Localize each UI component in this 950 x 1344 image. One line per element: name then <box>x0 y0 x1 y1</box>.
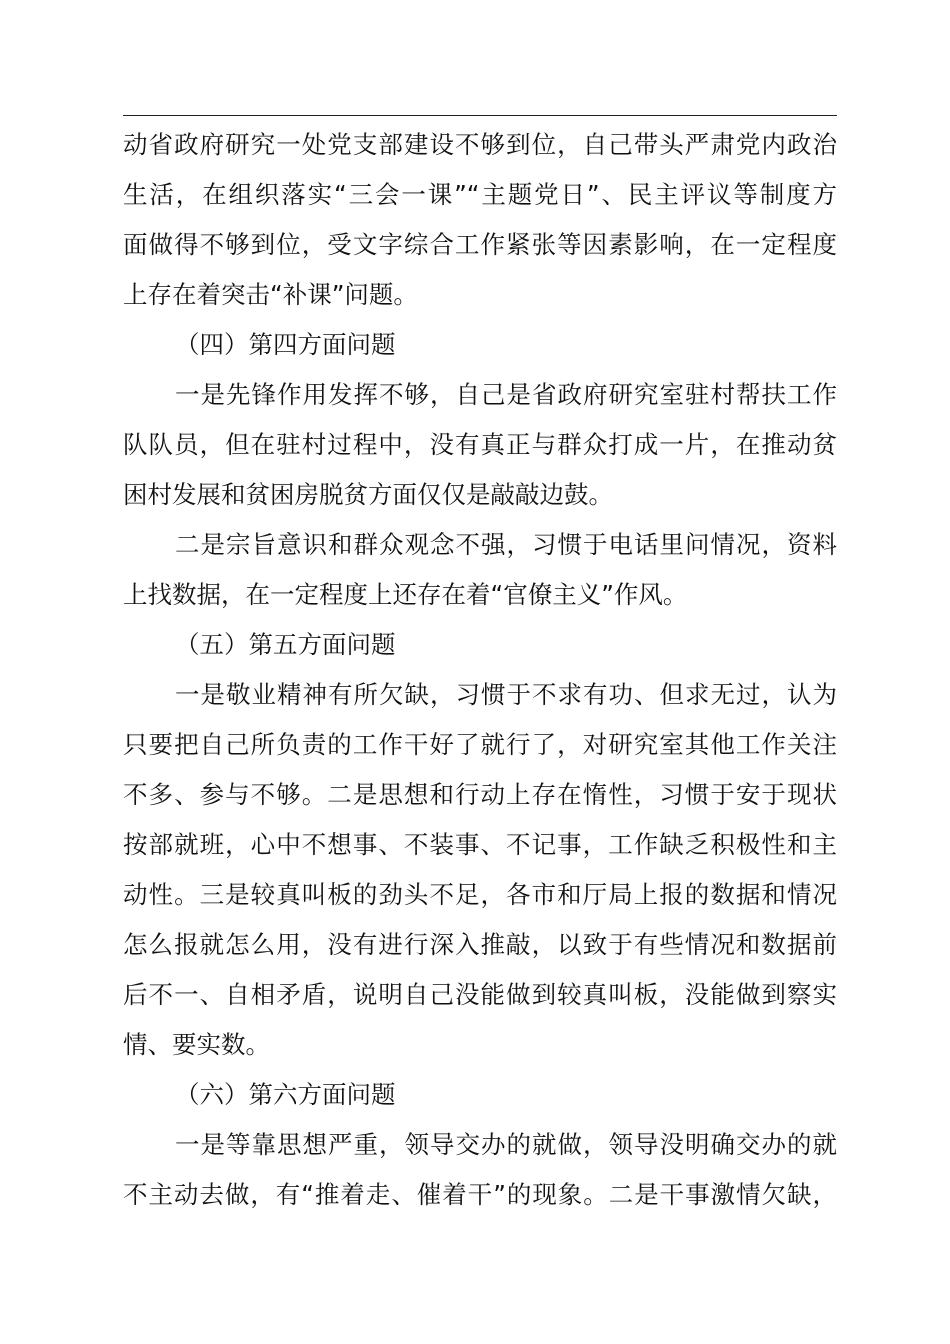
header-rule <box>123 115 837 116</box>
paragraph-line: 上存在着突击“补课”问题。 <box>123 280 418 309</box>
paragraph-line: 一是先锋作用发挥不够，自己是省政府研究室驻村帮扶工作 <box>175 380 837 409</box>
paragraph-line: 动省政府研究一处党支部建设不够到位，自己带头严肃党内政治 <box>123 130 837 159</box>
paragraph-line: 动性。三是较真叫板的劲头不足，各市和厅局上报的数据和情况 <box>123 880 837 909</box>
section-heading: （五）第五方面问题 <box>175 630 396 659</box>
paragraph-line: 怎么报就怎么用，没有进行深入推敲，以致于有些情况和数据前 <box>123 930 837 959</box>
paragraph-line: 生活，在组织落实“三会一课”“主题党日”、民主评议等制度方 <box>123 180 837 209</box>
paragraph-line: 不多、参与不够。二是思想和行动上存在惰性，习惯于安于现状 <box>123 780 837 809</box>
paragraph-line: 二是宗旨意识和群众观念不强，习惯于电话里问情况，资料 <box>175 530 837 559</box>
paragraph-line: 只要把自己所负责的工作干好了就行了，对研究室其他工作关注 <box>123 730 837 759</box>
paragraph-line: 队队员，但在驻村过程中，没有真正与群众打成一片，在推动贫 <box>123 430 837 459</box>
paragraph-line: 困村发展和贫困房脱贫方面仅仅是敲敲边鼓。 <box>123 480 613 509</box>
paragraph-line: 上找数据，在一定程度上还存在着“官僚主义”作风。 <box>123 580 688 609</box>
paragraph-line: 一是敬业精神有所欠缺，习惯于不求有功、但求无过，认为 <box>175 680 837 709</box>
paragraph-line: 后不一、自相矛盾，说明自己没能做到较真叫板，没能做到察实 <box>123 980 837 1009</box>
paragraph-line: 面做得不够到位，受文字综合工作紧张等因素影响，在一定程度 <box>123 230 837 259</box>
section-heading: （四）第四方面问题 <box>175 330 396 359</box>
paragraph-line: 一是等靠思想严重，领导交办的就做，领导没明确交办的就 <box>175 1130 837 1159</box>
paragraph-line: 按部就班，心中不想事、不装事、不记事，工作缺乏积极性和主 <box>123 830 837 859</box>
document-body <box>123 120 837 1220</box>
section-heading: （六）第六方面问题 <box>175 1080 396 1109</box>
paragraph-line: 情、要实数。 <box>123 1030 270 1059</box>
paragraph-line: 不主动去做，有“推着走、催着干”的现象。二是干事激情欠缺， <box>123 1180 837 1209</box>
